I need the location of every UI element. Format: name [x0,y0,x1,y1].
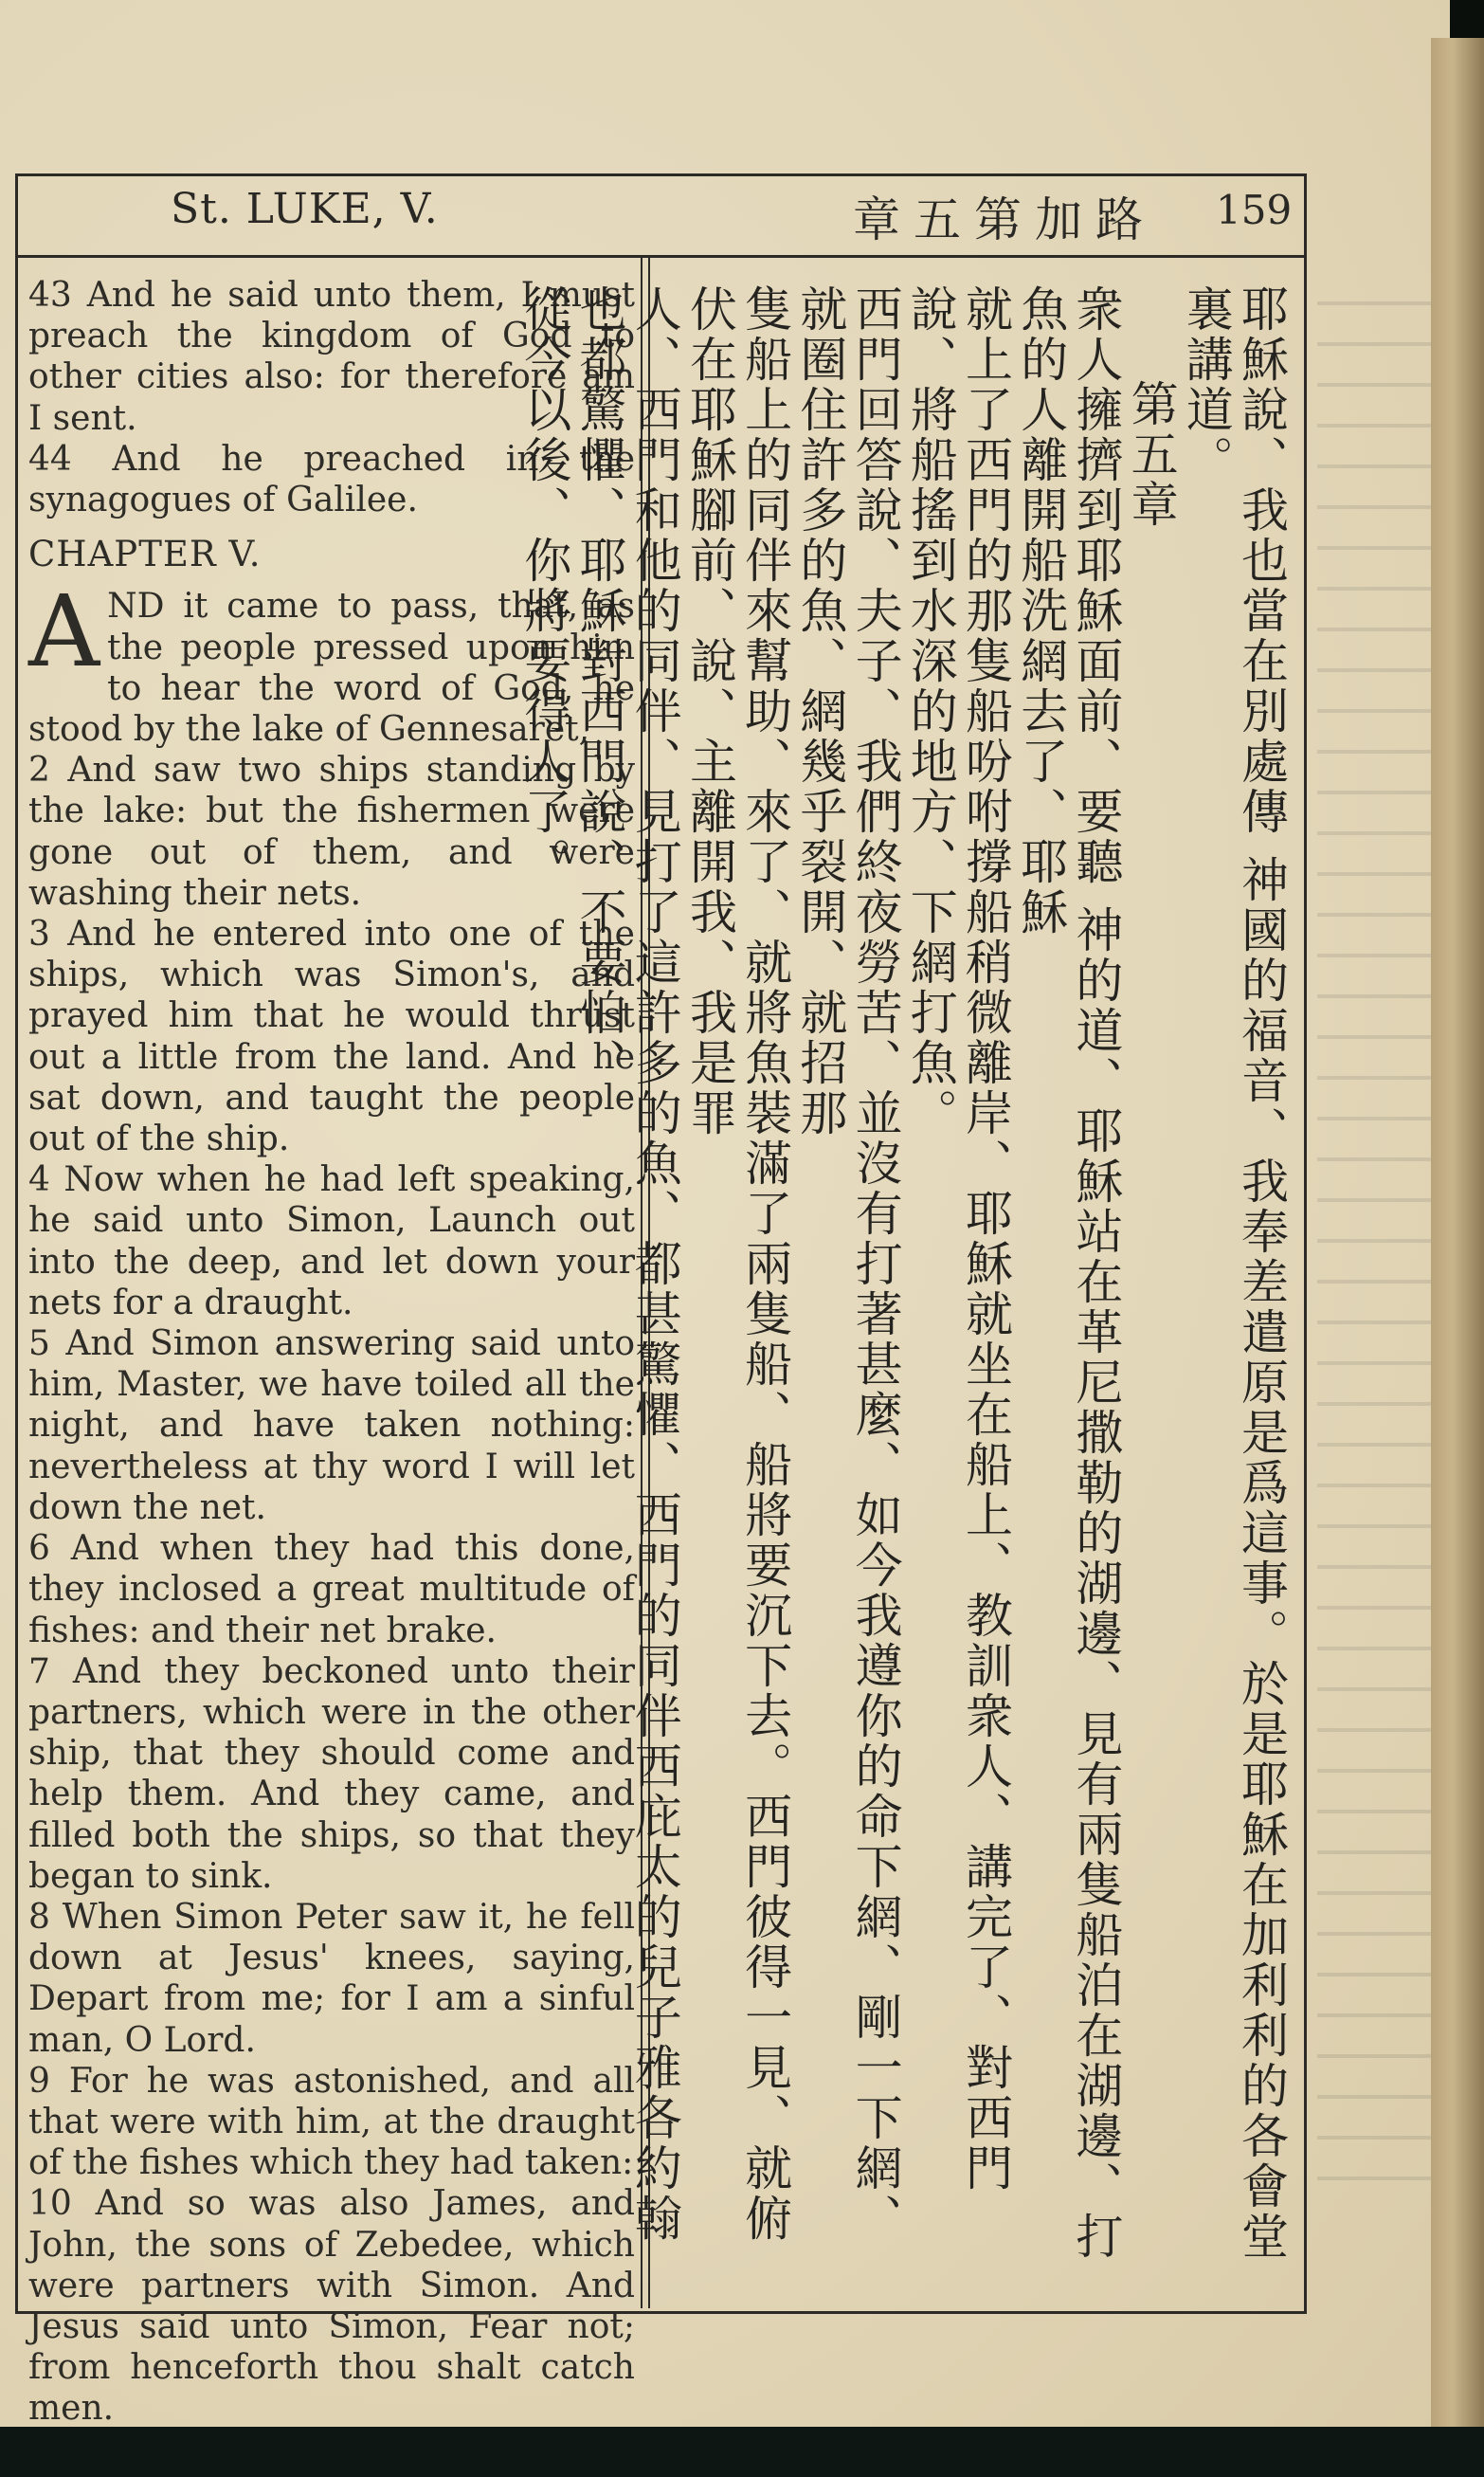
chapter-heading: CHAPTER V. [28,534,262,575]
verse-5-5: 5 And Simon answering said unto him, Master, we have toiled all the night, and have taken nothing: nevertheless at thy word I will let down the net. [28,1324,635,1527]
chinese-line-1: 耶穌說、我也當在別處傳 神國的福音、我奉差遣原是爲這事。於是耶穌在加利利的各會堂裏講道。 [1178,284,1289,2262]
chinese-line-7: 從今以後、你將要得人了。 [516,284,572,887]
chinese-line-3: 就上了西門的那隻船吩咐撐船稍微離岸、耶穌就坐在船上、教訓衆人、講完了、對西門說、將船搖到水深的地方、下網打魚。 [902,284,1013,2194]
bleed-through-text [1317,284,1431,2180]
chinese-line-5: 隻船上的同伴來幫助、來了、就將魚裝滿了兩隻船、船將要沉下去。西門彼得一見、就俯伏在耶穌腳前、說、主離開我、我是罪 [681,284,793,2244]
running-header-chinese: 章五第加路 [853,192,1156,247]
running-header-english: St. LUKE, V. [171,185,439,233]
chinese-line-6: 人、西門和他的同伴、見打了這許多的魚、都甚驚懼、西門的同伴西庇太的兒子雅各約翰也都驚懼、耶穌對西門說、不要怕、 [571,284,682,2244]
verse-5-10: 10 And so was also James, and John, the sons of Zebedee, which were partners with Simon. And Jesus said unto Simon, Fear not; from henceforth thou shalt catch men. [28,2184,635,2429]
chinese-column [516,284,1289,2275]
verse-5-1-text: ND it came to pass, that, as the people pressed upon him to hear the word of God, he stood by the lake of Gennesaret, [28,587,635,750]
chinese-line-4: 西門回答說、夫子、我們終夜勞苦、並沒有打著甚麼、如今我遵你的命下網、剛一下網、就圈住許多的魚、網幾乎裂開、就招那 [792,284,903,2244]
book-page-edge [1431,38,1484,2427]
chinese-line-2: 衆人擁擠到耶穌面前、要聽 神的道、耶穌站在革尼撒勒的湖邊、見有兩隻船泊在湖邊、打魚的人離開船洗網去了、耶穌 [1013,284,1124,2262]
verse-5-6: 6 And when they had this done, they inclosed a great multitude of fishes: and their net brake. [28,1529,635,1650]
header-rule [15,255,1307,258]
verse-4-44: 44 And he preached in the synagogues of Galilee. [28,439,635,520]
verse-5-9: 9 For he was astonished, and all that were with him, at the draught of the fishes which they had taken: [28,2061,635,2183]
verse-5-8: 8 When Simon Peter saw it, he fell down at Jesus' knees, saying, Depart from me; for I am a sinful man, O Lord. [28,1897,635,2060]
verse-4-43: 43 And he said unto them, I must preach the kingdom of God to other cities also: for therefore am I sent. [28,276,635,438]
verse-5-2: 2 And saw two ships standing by the lake: but the fishermen were gone out of them, and were washing their nets. [28,751,635,913]
page-number: 159 [1216,187,1293,233]
chinese-chapter-heading: 第五章 [1123,379,1179,530]
drop-cap: A [28,574,100,690]
verse-5-7: 7 And they beckoned unto their partners, which were in the other ship, that they should come and help them. And they came, and filled both the ships, so that they began to sink. [28,1651,635,1896]
verse-5-4: 4 Now when he had left speaking, he said unto Simon, Launch out into the deep, and let down your nets for a draught. [28,1160,635,1322]
verse-5-3: 3 And he entered into one of the ships, which was Simon's, and prayed him that he would thrust out a little from the land. And he sat down, and taught the people out of the ship. [28,915,635,1159]
